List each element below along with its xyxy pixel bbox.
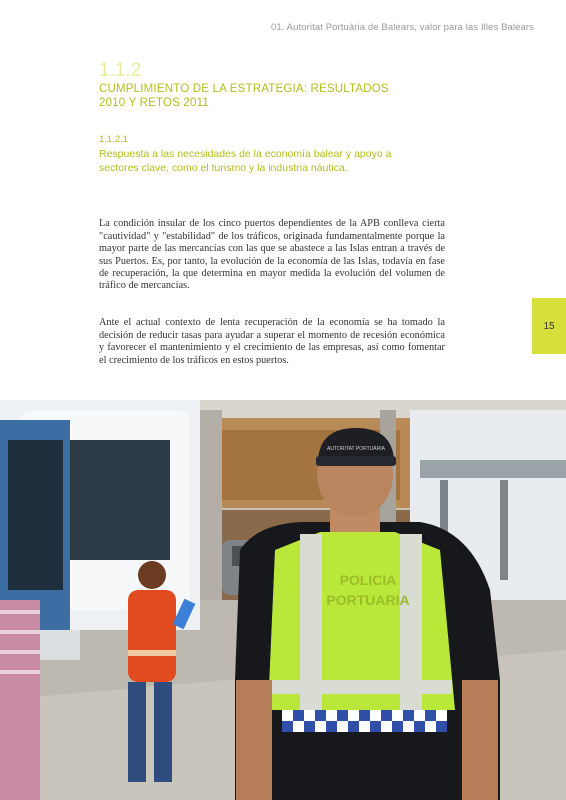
running-header: 01. Autoritat Portuària de Balears, valor para las Illes Balears	[270, 22, 534, 33]
body-paragraph-1: La condición insular de los cinco puertos dependientes de la APB conlleva cierta "cautividad" y "estabilidad" de los tráficos, originada fundamentalmente porque la mayor parte de las mercancías con las que se abastece a las Islas entran a través de sus Puertos. Es, por tanto, la evolución de la economía de las Islas, todavía en fase de recuperación, la que determina en mayor medida la evolución del volumen de tráfico de mercancías.	[99, 218, 445, 292]
page-number: 15	[543, 320, 555, 332]
cap-text: AUTORITAT PORTUÀRIA	[327, 446, 385, 452]
subsection-title: Respuesta a las necesidades de la economía balear y apoyo a sectores clave, como el turismo y la industria náutica.	[99, 148, 392, 174]
page-number-tab	[532, 298, 566, 354]
section-title: CUMPLIMIENTO DE LA ESTRATEGIA: RESULTADOS 2010 Y RETOS 2011	[99, 83, 389, 109]
section-number: 1.1.2	[99, 60, 142, 81]
vest-text-line-1: POLICIA	[339, 572, 397, 588]
body-paragraph-2: Ante el actual contexto de lenta recuperación de la economía se ha tomado la decisión de reducir tasas para ayudar a superar el momento de recesión económica y favorecer el mantenimiento y el crecimiento de las empresas, así como fomentar el crecimiento de los tráficos en estos puertos.	[99, 317, 445, 366]
port-photo	[0, 400, 566, 800]
vest-text-line-2: PORTUARIA	[326, 592, 410, 608]
subsection-number: 1.1.2.1	[99, 134, 129, 145]
